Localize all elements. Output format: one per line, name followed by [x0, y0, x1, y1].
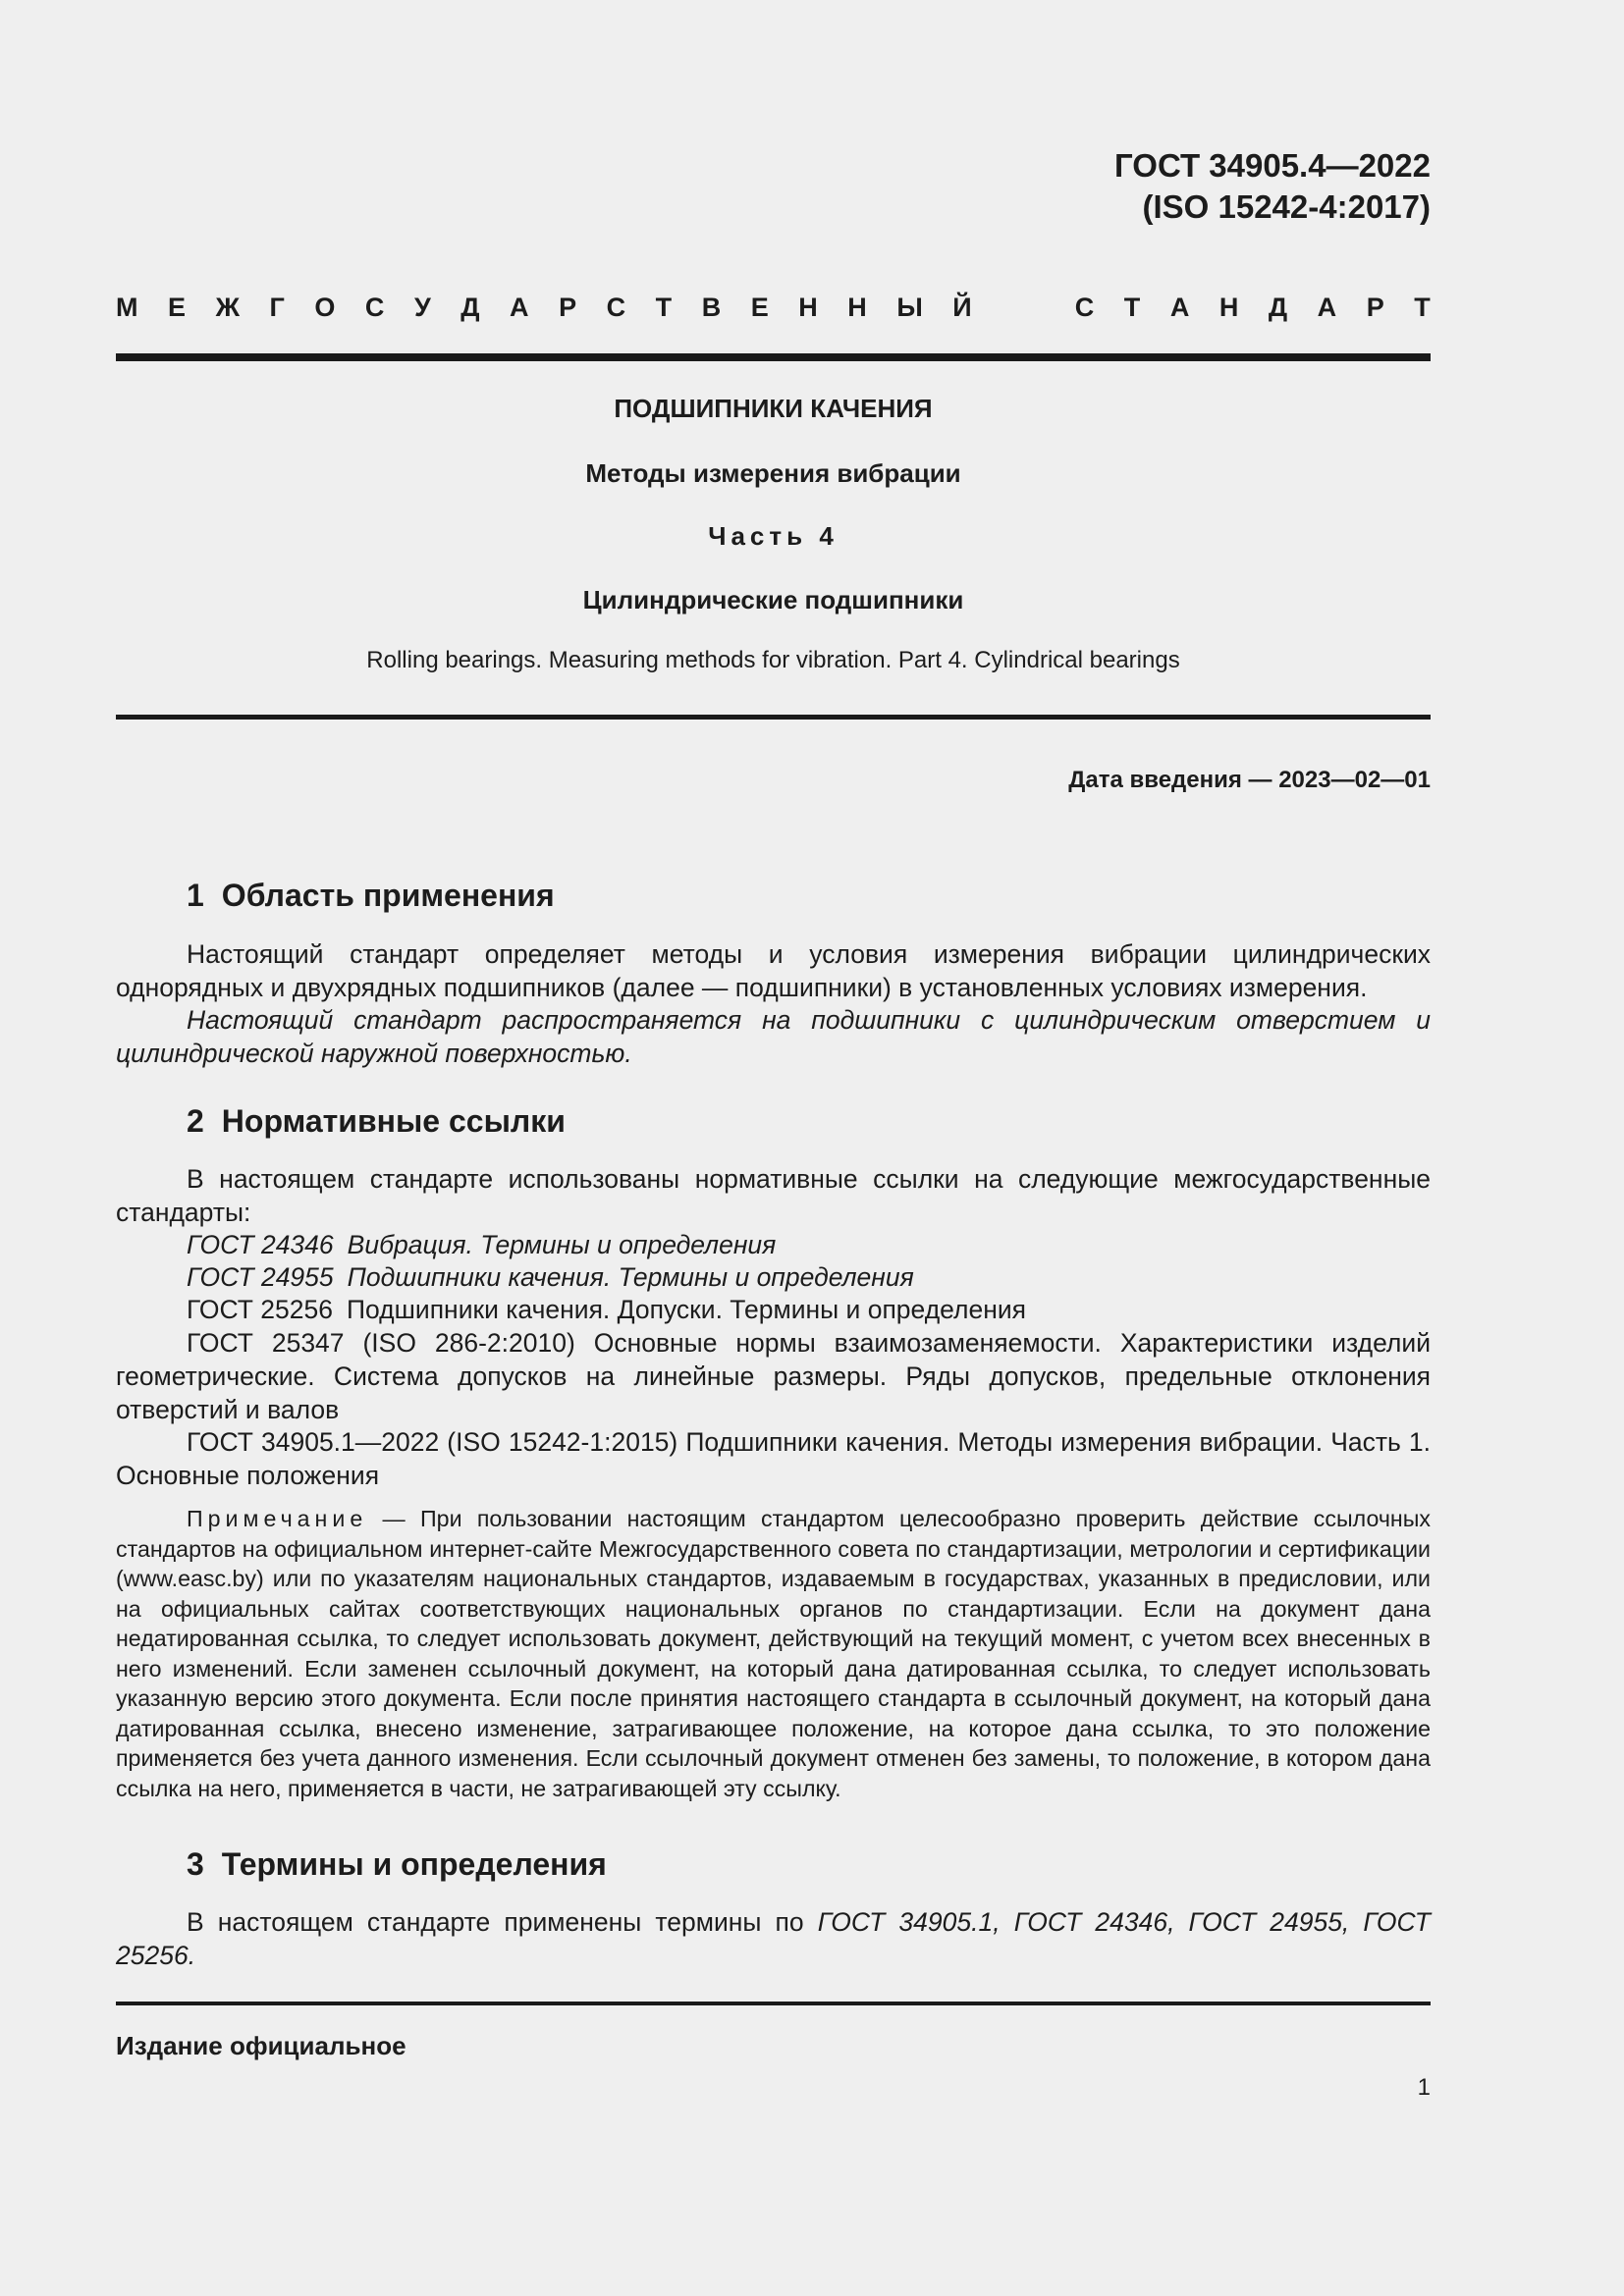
heading-letter: Й [952, 293, 972, 322]
reference-code: ГОСТ 24955 [187, 1262, 334, 1292]
heading-letter: У [413, 293, 431, 322]
heading-letter: Е [168, 293, 187, 322]
reference-title: Вибрация. Термины и определения [347, 1230, 777, 1259]
edition-label: Издание официальное [116, 2031, 406, 2060]
english-title: Rolling bearings. Measuring methods for vibration. Part 4. Cylindrical bearings [366, 647, 1180, 673]
introduction-date: Дата введения — 2023—02—01 [1068, 767, 1431, 793]
reference-note [116, 1504, 1431, 1803]
section-number: 3 [187, 1846, 204, 1882]
heading-letter: Р [559, 293, 577, 322]
footer-divider [116, 2002, 1431, 2005]
heading-letter: Н [847, 293, 867, 322]
iso-number: (ISO 15242-4:2017) [1142, 188, 1431, 225]
section-1-heading [187, 876, 555, 915]
note-label: Примечание [187, 1506, 368, 1531]
gost-number: ГОСТ 34905.4—2022 [1114, 147, 1431, 184]
reference-item-gost-25347: ГОСТ 25347 (ISO 286-2:2010) Основные нормы взаимозаменяемости. Характеристики изделий геометрические. Система допусков на линейные размеры. Ряды допусков, предельные отклонения отверстий и валов [116, 1328, 1431, 1424]
document-subtitle: Методы измерения вибрации [585, 458, 961, 488]
section-3-text: В настоящем стандарте применены термины по [187, 1907, 818, 1937]
reference-title: Подшипники качения. Допуски. Термины и определения [346, 1295, 1026, 1324]
reference-item [187, 1293, 1026, 1326]
section-1-paragraph-1: Настоящий стандарт определяет методы и условия измерения вибрации цилиндрических однорядных и двухрядных подшипников (далее — подшипники) в установленных условиях измерения. [116, 939, 1431, 1002]
document-title: ПОДШИПНИКИ КАЧЕНИЯ [614, 394, 933, 423]
section-2-intro: В настоящем стандарте использованы нормативные ссылки на следующие межгосударственные стандарты: [116, 1164, 1431, 1227]
title-divider [116, 715, 1431, 720]
reference-item-gost-34905-1: ГОСТ 34905.1—2022 (ISO 15242-1:2015) Подшипники качения. Методы измерения вибрации. Часть 1. Основные положения [116, 1427, 1431, 1490]
section-3-heading [187, 1844, 607, 1884]
heading-letter: Н [798, 293, 818, 322]
document-page [116, 0, 1431, 2296]
heading-letter: Т [1123, 293, 1141, 322]
top-divider [116, 353, 1431, 361]
section-number: 1 [187, 878, 204, 913]
section-2-heading [187, 1101, 566, 1141]
heading-letter: М [116, 293, 138, 322]
document-part-title: Цилиндрические подшипники [582, 585, 964, 614]
reference-title: Подшипники качения. Термины и определения [347, 1262, 914, 1292]
heading-letter: Т [655, 293, 673, 322]
section-3-paragraph [116, 1905, 1431, 1972]
section-title: Область применения [221, 878, 555, 913]
heading-letter: Д [1268, 293, 1288, 322]
heading-letter: С [364, 293, 385, 322]
section-3-references: ГОСТ 34905.1, ГОСТ 24346, ГОСТ 24955, ГОСТ 25256. [116, 1907, 1431, 1970]
heading-letter: А [1169, 293, 1190, 322]
heading-letter: Е [750, 293, 769, 322]
heading-letter: С [1074, 293, 1095, 322]
heading-letter: Г [269, 293, 285, 322]
heading-letter: С [606, 293, 626, 322]
section-title: Термины и определения [221, 1846, 607, 1882]
heading-letter: А [1317, 293, 1337, 322]
section-number: 2 [187, 1103, 204, 1139]
heading-letter: Ы [896, 293, 923, 322]
note-text: — При пользовании настоящим стандартом целесообразно проверить действие ссылочных стандартов на официальном интернет-сайте Межгосударственного совета по стандартизации, метрологии и сертификации (www.easc.by) или по указателям национальных стандартов, издаваемым в государствах, указанных в предисловии, или на официальных сайтах соответствующих национальных органов по стандартизации. Если на документ дана недатированная ссылка, то следует использовать документ, действующий на текущий момент, с учетом всех внесенных в него изменений. Если заменен ссылочный документ, на который дана датированная ссылка, то следует использовать указанную версию этого документа. Если после принятия настоящего стандарта в ссылочный документ, на который дана датированная ссылка, внесено изменение, затрагивающее положение, на которое дана ссылка, то это положение применяется без учета данного изменения. Если ссылочный документ отменен без замены, то положение, в котором дана ссылка на него, применяется в части, не затрагивающей эту ссылку. [116, 1506, 1431, 1801]
reference-code: ГОСТ 25256 [187, 1295, 333, 1324]
reference-item [187, 1228, 776, 1261]
heading-letter: О [314, 293, 336, 322]
heading-letter: Т [1414, 293, 1431, 322]
document-part: Часть 4 [708, 521, 839, 551]
heading-letter: Р [1366, 293, 1384, 322]
reference-item [187, 1260, 914, 1294]
section-1-paragraph-2: Настоящий стандарт распространяется на подшипники с цилиндрическим отверстием и цилиндрической наружной поверхностью. [116, 1005, 1431, 1068]
heading-letter: Д [460, 293, 480, 322]
page-number: 1 [1417, 2074, 1431, 2101]
heading-letter: Ж [215, 293, 240, 322]
heading-letter: Н [1218, 293, 1239, 322]
heading-word-gap [1001, 291, 1045, 324]
section-title: Нормативные ссылки [221, 1103, 566, 1139]
interstate-standard-heading [116, 291, 1431, 324]
document-code [1114, 145, 1431, 228]
heading-letter: А [510, 293, 529, 322]
reference-code: ГОСТ 24346 [187, 1230, 334, 1259]
heading-letter: В [701, 293, 722, 322]
